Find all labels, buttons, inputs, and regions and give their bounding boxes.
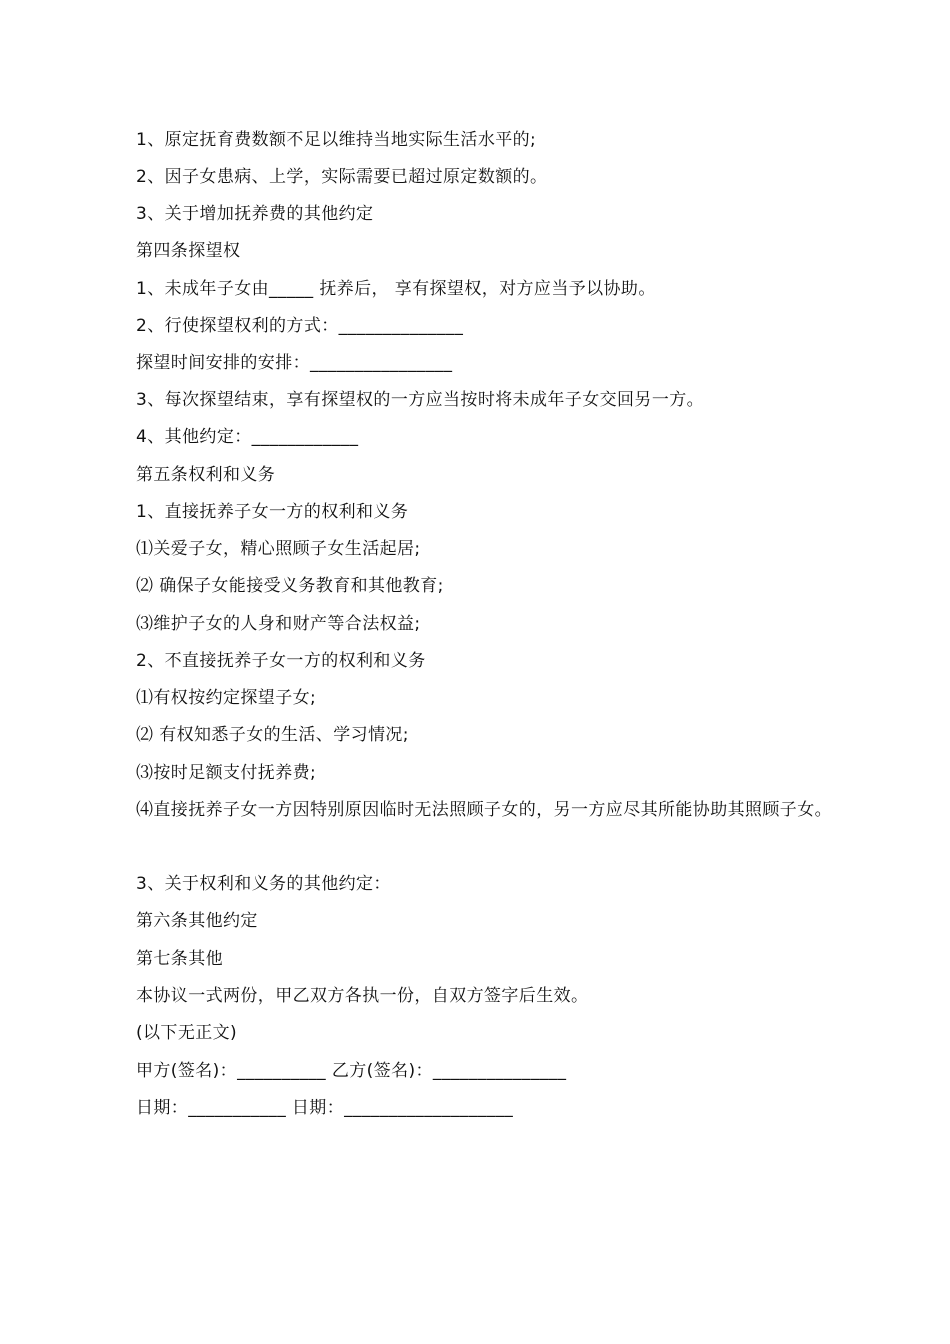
- text-line: 2、行使探望权利的方式：______________: [136, 316, 464, 336]
- text-line: 3、关于权利和义务的其他约定：: [136, 874, 391, 894]
- text-line: (以下无正文): [136, 1023, 238, 1043]
- section-heading: 第六条其他约定: [136, 911, 258, 931]
- text-line: ⑶按时足额支付抚养费;: [136, 763, 317, 783]
- text-line: 1、原定抚育费数额不足以维持当地实际生活水平的;: [136, 130, 537, 150]
- section-heading: 第五条权利和义务: [136, 465, 276, 485]
- text-line: 本协议一式两份，甲乙双方各执一份，自双方签字后生效。: [136, 986, 589, 1006]
- section-heading: 第四条探望权: [136, 241, 241, 261]
- section-heading: 第七条其他: [136, 949, 223, 969]
- text-line: 3、关于增加抚养费的其他约定: [136, 204, 374, 224]
- text-line: ⑶维护子女的人身和财产等合法权益;: [136, 614, 421, 634]
- date-line: 日期：___________ 日期：___________________: [136, 1098, 514, 1118]
- text-line: 1、直接抚养子女一方的权利和义务: [136, 502, 409, 522]
- text-line: ⑴有权按约定探望子女;: [136, 688, 317, 708]
- signature-line: 甲方(签名)：__________ 乙方(签名)：_______________: [136, 1061, 567, 1081]
- text-line: 2、不直接抚养子女一方的权利和义务: [136, 651, 426, 671]
- text-line: 1、未成年子女由_____ 抚养后， 享有探望权，对方应当予以协助。: [136, 279, 656, 299]
- text-line: 3、每次探望结束，享有探望权的一方应当按时将未成年子女交回另一方。: [136, 390, 705, 410]
- text-line: 2、因子女患病、上学，实际需要已超过原定数额的。: [136, 167, 548, 187]
- text-line: 探望时间安排的安排：________________: [136, 353, 453, 373]
- text-line: ⑵ 有权知悉子女的生活、学习情况;: [136, 725, 409, 745]
- text-line: ⑴关爱子女，精心照顾子女生活起居;: [136, 539, 421, 559]
- paragraph: ⑷直接抚养子女一方因特别原因临时无法照顾子女的，另一方应尽其所能协助其照顾子女。: [136, 800, 832, 820]
- text-line: 4、其他约定：____________: [136, 427, 359, 447]
- text-line: ⑵ 确保子女能接受义务教育和其他教育;: [136, 576, 444, 596]
